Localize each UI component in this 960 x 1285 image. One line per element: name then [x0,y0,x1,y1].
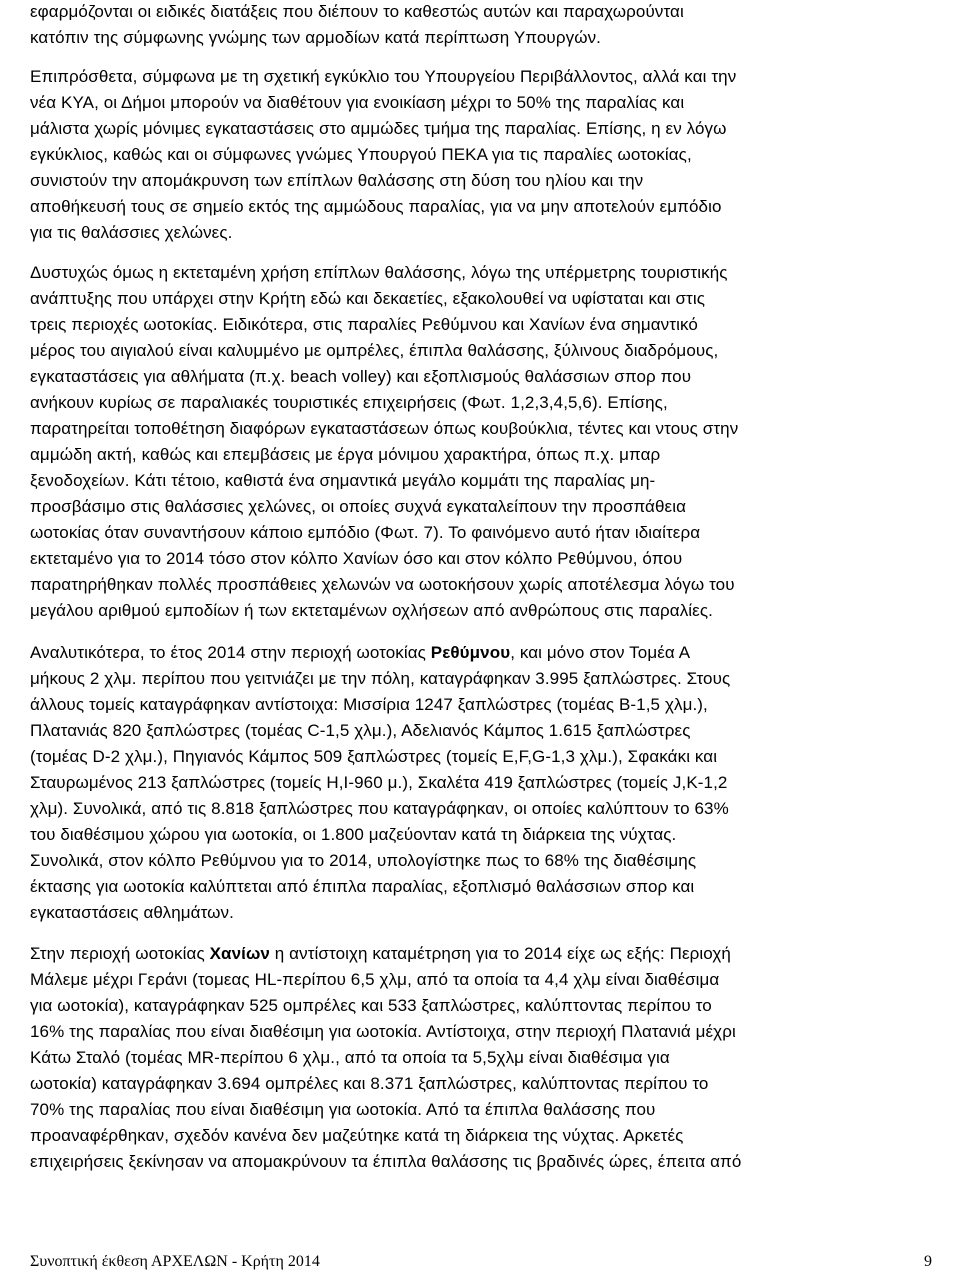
text-line: Κάτω Σταλό (τομέας MR-περίπου 6 χλμ., από τα οποία τα 5,5χλμ είναι διαθέσιμα για [30,1048,670,1067]
text-run: Στην περιοχή ωοτοκίας [30,944,210,963]
text-line: χλμ). Συνολικά, από τις 8.818 ξαπλώστρες που καταγράφηκαν, οι οποίες καλύπτουν το 63% [30,799,729,818]
text-line: Πλατανιάς 820 ξαπλώστρες (τομέας C-1,5 χλμ.), Αδελιανός Κάμπος 1.615 ξαπλώστρες [30,721,691,740]
text-run: , και μόνο στον Τομέα Α [510,643,691,662]
text-line [30,941,731,967]
text-line: ξενοδοχείων. Κάτι τέτοιο, καθιστά ένα σημαντικά μεγάλο κομμάτι της παραλίας μη- [30,471,656,490]
text-line: κατόπιν της σύμφωνης γνώμης των αρμοδίων κατά περίπτωση Υπουργών. [30,28,601,47]
footer-title: Συνοπτική έκθεση ΑΡΧΕΛΩΝ - Κρήτη 2014 [30,1253,320,1270]
text-line: για τις θαλάσσιες χελώνες. [30,223,233,242]
region-name-rethymno: Ρεθύμνου [430,643,511,662]
text-line: τρεις περιοχές ωοτοκίας. Ειδικότερα, στις παραλίες Ρεθύμνου και Χανίων ένα σημαντικό [30,315,698,334]
text-line: εγκαταστάσεις για αθλήματα (π.χ. beach volley) και εξοπλισμούς θαλάσσιων σπορ που [30,367,692,386]
text-line: (τομέας D-2 χλμ.), Πηγιανός Κάμπος 509 ξαπλώστρες (τομείς E,F,G-1,3 χλμ.), Σφακάκι και [30,747,718,766]
text-run: η αντίστοιχη καταμέτρηση για το 2014 είχε ως εξής: Περιοχή [269,944,731,963]
text-line: επιχειρήσεις ξεκίνησαν να απομακρύνουν τα έπιπλα θαλάσσης τις βραδινές ώρες, έπειτα από [30,1152,742,1171]
text-line: Συνολικά, στον κόλπο Ρεθύμνου για το 2014, υπολογίστηκε πως το 68% της διαθέσιμης [30,851,697,870]
text-line: εγκαταστάσεις αθλημάτων. [30,903,234,922]
text-line: αποθήκευσή τους σε σημείο εκτός της αμμώδους παραλίας, για να μην αποτελούν εμπόδιο [30,197,722,216]
text-line: προσβάσιμο στις θαλάσσιες χελώνες, οι οποίες συχνά εγκαταλείπουν την προσπάθεια [30,497,686,516]
text-run: Αναλυτικότερα, το έτος 2014 στην περιοχή ωοτοκίας [30,643,431,662]
text-line: Δυστυχώς όμως η εκτεταμένη χρήση επίπλων θαλάσσης, λόγω της υπέρμετρης τουριστικής [30,263,728,282]
text-line: συνιστούν την απομάκρυνση των επίπλων θαλάσσης στη δύση του ηλίου και την [30,171,644,190]
text-line: εγκύκλιος, καθώς και οι σύμφωνες γνώμες Υπουργού ΠΕΚΑ για τις παραλίες ωοτοκίας, [30,145,692,164]
text-line: Επιπρόσθετα, σύμφωνα με τη σχετική εγκύκλιο του Υπουργείου Περιβάλλοντος, αλλά και την [30,67,737,86]
text-line: του διαθέσιμου χώρου για ωοτοκία, οι 1.800 μαζεύονταν κατά τη διάρκεια της νύχτας. [30,825,677,844]
text-line: Μάλεμε μέχρι Γεράνι (τομεας HL-περίπου 6,5 χλμ, από τα οποία τα 4,4 χλμ είναι διαθέσιμα [30,970,720,989]
text-line: νέα ΚΥΑ, οι Δήμοι μπορούν να διαθέτουν για ενοικίαση μέχρι το 50% της παραλίας και [30,93,685,112]
text-line: 16% της παραλίας που είναι διαθέσιμη για ωοτοκία. Αντίστοιχα, στην περιοχή Πλατανιά μέχρι [30,1022,736,1041]
text-line: μήκους 2 χλμ. περίπου που γειτνιάζει με την πόλη, καταγράφηκαν 3.995 ξαπλώστρες. Στους [30,669,731,688]
text-line: αμμώδη ακτή, καθώς και επεμβάσεις με έργα μόνιμου χαρακτήρα, όπως π.χ. μπαρ [30,445,661,464]
text-line: εκτεταμένο για το 2014 τόσο στον κόλπο Χανίων όσο και στον κόλπο Ρεθύμνου, όπου [30,549,683,568]
text-line: ανήκουν κυρίως σε παραλιακές τουριστικές επιχειρήσεις (Φωτ. 1,2,3,4,5,6). Επίσης, [30,393,668,412]
text-line: παρατηρείται τοποθέτηση διαφόρων εγκαταστάσεων όπως κουβούκλια, τέντες και ντους στην [30,419,739,438]
text-line: εφαρμόζονται οι ειδικές διατάξεις που διέπουν το καθεστώς αυτών και παραχωρούνται [30,2,684,21]
text-line: ωοτοκίας όταν συναντήσουν κάποιο εμπόδιο (Φωτ. 7). Το φαινόμενο αυτό ήταν ιδιαίτερα [30,523,701,542]
text-line: ανάπτυξης που υπάρχει στην Κρήτη εδώ και δεκαετίες, εξακολουθεί να υφίσταται και στις [30,289,706,308]
text-line: ωοτοκία) καταγράφηκαν 3.694 ομπρέλες και 8.371 ξαπλώστρες, καλύπτοντας περίπου το [30,1074,709,1093]
text-line [30,640,690,666]
text-line: παρατηρήθηκαν πολλές προσπάθειες χελωνών να ωοτοκήσουν χωρίς αποτέλεσμα λόγω του [30,575,735,594]
text-line: Σταυρωμένος 213 ξαπλώστρες (τομείς H,I-960 μ.), Σκαλέτα 419 ξαπλώστρες (τομείς J,K-1,2 [30,773,728,792]
region-name-chania: Χανίων [209,944,270,963]
text-line: μέρος του αιγιαλού είναι καλυμμένο με ομπρέλες, έπιπλα θαλάσσης, ξύλινους διαδρόμους, [30,341,719,360]
text-line: έκτασης για ωοτοκία καλύπτεται από έπιπλα παραλίας, εξοπλισμό θαλάσσιων σπορ και [30,877,695,896]
text-line: 70% της παραλίας που είναι διαθέσιμη για ωοτοκία. Από τα έπιπλα θαλάσσης που [30,1100,656,1119]
text-line: για ωοτοκία), καταγράφηκαν 525 ομπρέλες και 533 ξαπλώστρες, καλύπτοντας περίπου το [30,996,712,1015]
page-number: 9 [924,1253,932,1270]
text-line: προαναφέρθηκαν, σχεδόν κανένα δεν μαζεύτηκε κατά τη διάρκεια της νύχτας. Αρκετές [30,1126,684,1145]
text-line: μεγάλου αριθμού εμποδίων ή των εκτεταμένων οχλήσεων από ανθρώπους στις παραλίες. [30,601,713,620]
text-line: μάλιστα χωρίς μόνιμες εγκαταστάσεις στο αμμώδες τμήμα της παραλίας. Επίσης, η εν λόγω [30,119,727,138]
text-line: άλλους τομείς καταγράφηκαν αντίστοιχα: Μισσίρια 1247 ξαπλώστρες (τομέας Β-1,5 χλμ.), [30,695,708,714]
